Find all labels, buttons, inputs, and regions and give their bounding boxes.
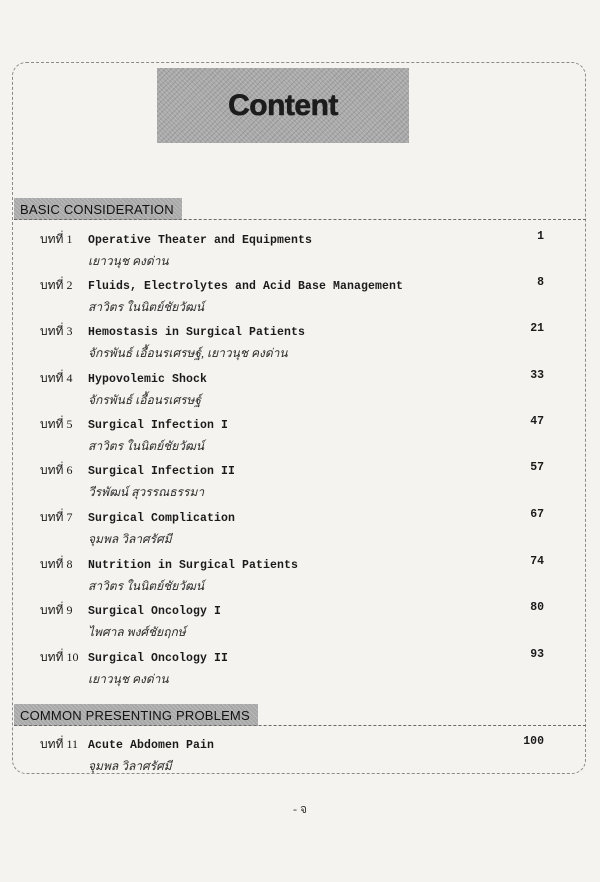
chapter-label: บทที่ 11 [40, 737, 78, 751]
chapter-author: จักรพันธ์ เอื้อนรเศรษฐ์, เยาวนุช คงด่าน [88, 346, 288, 360]
section-header-common-presenting-problems [14, 704, 258, 726]
chapter-title: Acute Abdomen Pain [88, 739, 215, 752]
chapter-label: บทที่ 4 [40, 371, 73, 385]
section-rule [14, 219, 586, 220]
chapter-label: บทที่ 6 [40, 463, 73, 477]
chapter-author: เยาวนุช คงด่าน [88, 672, 169, 686]
chapter-label: บทที่ 3 [40, 324, 73, 338]
chapter-title: Surgical Oncology I [88, 605, 222, 618]
section-rule [14, 725, 586, 726]
chapter-title: Surgical Complication [88, 512, 236, 525]
chapter-page-number: 33 [530, 369, 544, 382]
chapter-title: Surgical Infection II [88, 465, 236, 478]
chapter-title: Operative Theater and Equipments [88, 234, 313, 247]
chapter-page-number: 57 [530, 461, 544, 474]
chapter-page-number: 93 [530, 648, 544, 661]
section-heading: COMMON PRESENTING PROBLEMS [20, 707, 250, 723]
chapter-author: สาวิตร ในนิตย์ชัยวัฒน์ [88, 300, 205, 314]
toc-entry[interactable] [40, 369, 544, 410]
toc-entry[interactable] [40, 601, 544, 642]
page-number: - จ [292, 802, 308, 816]
chapter-title: Surgical Oncology II [88, 652, 229, 665]
chapter-title: Nutrition in Surgical Patients [88, 559, 299, 572]
page-title: Content [228, 88, 338, 122]
chapter-page-number: 47 [530, 415, 544, 428]
toc-entry[interactable] [40, 276, 544, 317]
chapter-title: Hemostasis in Surgical Patients [88, 326, 306, 339]
chapter-label: บทที่ 2 [40, 278, 73, 292]
toc-entry[interactable] [40, 555, 544, 596]
toc-entry[interactable] [40, 735, 544, 776]
chapter-author: ไพศาล พงศ์ชัยฤกษ์ [88, 625, 186, 639]
chapter-label: บทที่ 9 [40, 603, 73, 617]
chapter-title: Surgical Infection I [88, 419, 229, 432]
chapter-label: บทที่ 5 [40, 417, 73, 431]
chapter-page-number: 100 [523, 735, 544, 748]
chapter-label: บทที่ 1 [40, 232, 73, 246]
toc-entry[interactable] [40, 415, 544, 456]
chapter-page-number: 74 [530, 555, 544, 568]
chapter-author: เยาวนุช คงด่าน [88, 254, 169, 268]
section-heading: BASIC CONSIDERATION [20, 201, 174, 217]
chapter-title: Fluids, Electrolytes and Acid Base Management [88, 280, 404, 293]
chapter-page-number: 80 [530, 601, 544, 614]
chapter-author: จุมพล วิลาศรัศมี [88, 532, 172, 546]
chapter-page-number: 1 [537, 230, 544, 243]
section-header-basic-consideration [14, 198, 182, 220]
chapter-title: Hypovolemic Shock [88, 373, 208, 386]
toc-entry[interactable] [40, 508, 544, 549]
chapter-author: สาวิตร ในนิตย์ชัยวัฒน์ [88, 579, 205, 593]
chapter-label: บทที่ 7 [40, 510, 73, 524]
title-banner [157, 68, 409, 143]
chapter-author: จุมพล วิลาศรัศมี [88, 759, 172, 773]
toc-entry[interactable] [40, 648, 544, 689]
chapter-page-number: 21 [530, 322, 544, 335]
toc-entry[interactable] [40, 461, 544, 502]
toc-entry[interactable] [40, 230, 544, 271]
toc-entry[interactable] [40, 322, 544, 363]
chapter-label: บทที่ 8 [40, 557, 73, 571]
chapter-page-number: 8 [537, 276, 544, 289]
chapter-label: บทที่ 10 [40, 650, 79, 664]
chapter-author: วีรพัฒน์ สุวรรณธรรมา [88, 485, 205, 499]
chapter-author: จักรพันธ์ เอื้อนรเศรษฐ์ [88, 393, 202, 407]
chapter-author: สาวิตร ในนิตย์ชัยวัฒน์ [88, 439, 205, 453]
chapter-page-number: 67 [530, 508, 544, 521]
